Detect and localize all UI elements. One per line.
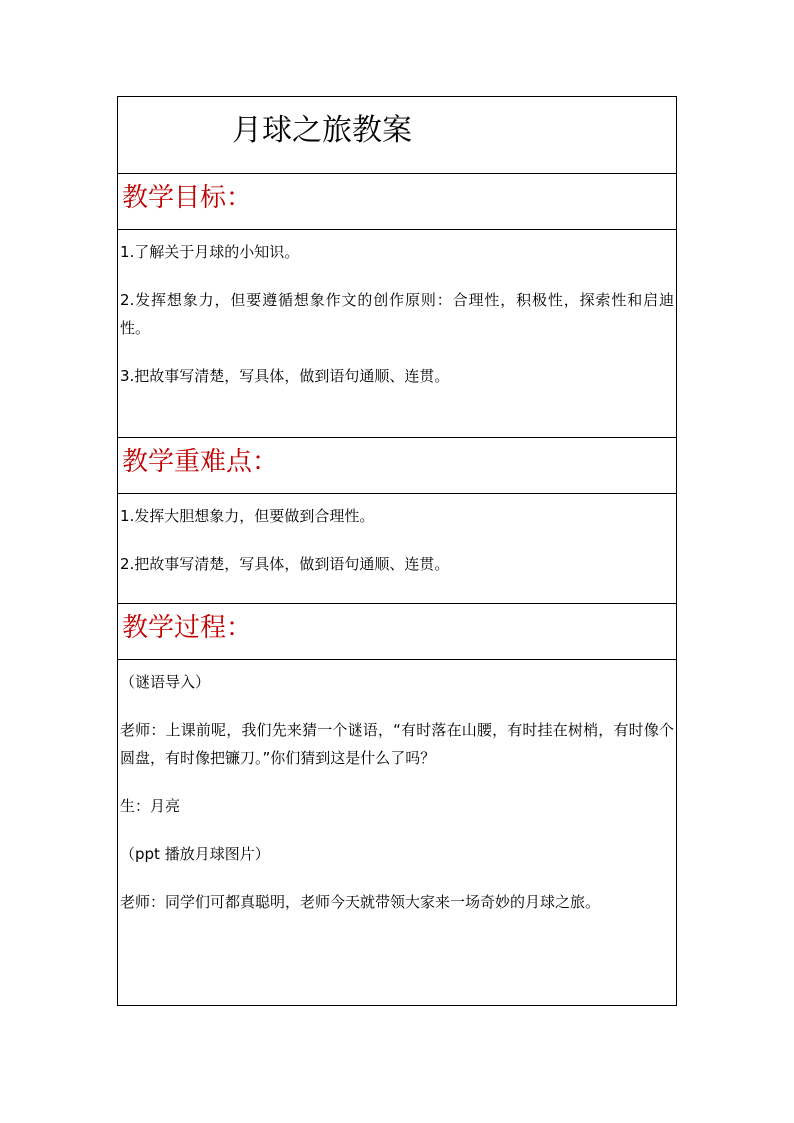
- paragraph: 3.把故事写清楚，写具体，做到语句通顺、连贯。: [120, 367, 450, 385]
- title-row: [118, 97, 676, 173]
- section-heading-key-points: 教学重难点：: [122, 447, 279, 477]
- paragraph: 1.了解关于月球的小知识。: [120, 243, 300, 261]
- paragraph: 2.把故事写清楚，写具体，做到语句通顺、连贯。: [120, 555, 450, 573]
- paragraph: 2.发挥想象力，但要遵循想象作文的创作原则：合理性，积极性，探索性和启迪性。: [120, 291, 674, 337]
- paragraph: （谜语导入）: [120, 673, 211, 691]
- section-heading-row-process: [118, 603, 676, 659]
- document-title: 月球之旅教案: [232, 113, 412, 148]
- paragraph: （ppt 播放月球图片）: [120, 845, 270, 863]
- section-content-process: [118, 659, 676, 1005]
- lesson-plan-table: [117, 96, 677, 1006]
- paragraph: 生：月亮: [120, 797, 181, 815]
- section-content-key-points: [118, 493, 676, 603]
- section-heading-objectives: 教学目标：: [122, 183, 253, 213]
- paragraph: 老师：同学们可都真聪明，老师今天就带领大家来一场奇妙的月球之旅。: [120, 893, 601, 911]
- section-heading-row-key-points: [118, 437, 676, 493]
- paragraph: 老师：上课前呢，我们先来猜一个谜语，“有时落在山腰，有时挂在树梢，有时像个圆盘，有时像把镰刀。”你们猜到这是什么了吗？: [120, 721, 674, 767]
- section-heading-row-objectives: [118, 173, 676, 229]
- section-heading-process: 教学过程：: [122, 613, 253, 643]
- paragraph: 1.发挥大胆想象力，但要做到合理性。: [120, 507, 375, 525]
- section-content-objectives: [118, 229, 676, 437]
